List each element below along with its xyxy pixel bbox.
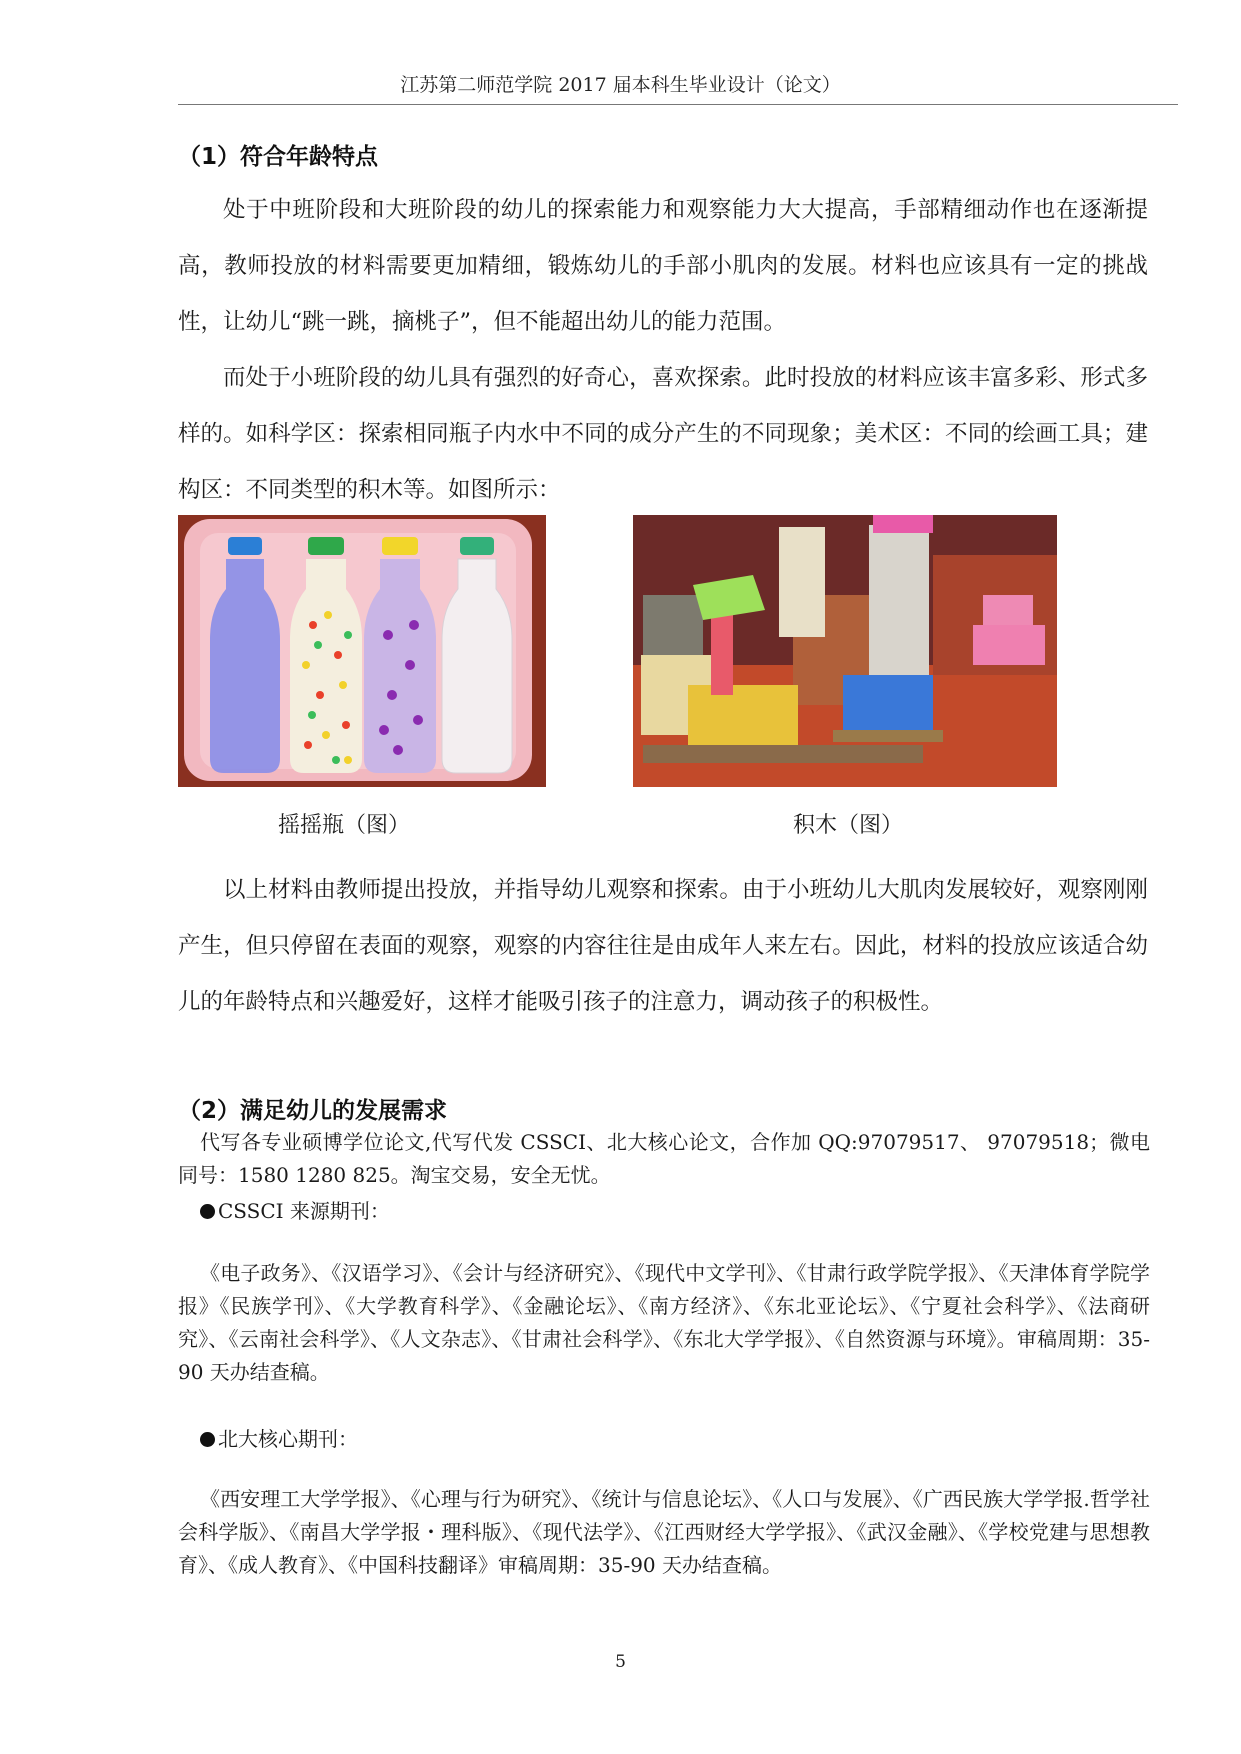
page-number: 5 [615, 1652, 626, 1672]
page-header: 江苏第二师范学院 2017 届本科生毕业设计（论文） [400, 74, 841, 96]
paragraph-3: 以上材料由教师提出投放，并指导幼儿观察和探索。由于小班幼儿大肌肉发展较好，观察刚刚产生，但只停留在表面的观察，观察的内容往往是由成年人来左右。因此，材料的投放应该适合幼儿的年龄特点和兴趣爱好，这样才能吸引孩子的注意力，调动孩子的积极性。 [178, 877, 1148, 1015]
figure-caption-bottles: 摇摇瓶（图） [278, 813, 411, 838]
pku-journal-list: 《西安理工大学学报》、《心理与行为研究》、《统计与信息论坛》、《人口与发展》、《广西民族大学学报.哲学社会科学版》、《南昌大学学报・理科版》、《现代法学》、《江西财经大学学报》、《武汉金融》、《学校党建与思想教育》、《成人教育》、《中国科技翻译》审稿周期：35-90 天办结查稿。 [178, 1487, 1150, 1577]
building-blocks-photo [633, 515, 1057, 787]
cssci-journal-list: 《电子政务》、《汉语学习》、《会计与经济研究》、《现代中文学刊》、《甘肃行政学院学报》、《天津体育学院学报》《民族学刊》、《大学教育科学》、《金融论坛》、《南方经济》、《东北亚论坛》、《宁夏社会科学》、《法商研究》、《云南社会科学》、《人文杂志》、《甘肃社会科学》、《东北大学学报》、《自然资源与环境》。审稿周期：35-90 天办结查稿。 [178, 1261, 1150, 1384]
ad-contact-text: 代写各专业硕博学位论文,代写代发 CSSCI、北大核心论文，合作加 QQ:97079517、 97079518；微电同号：1580 1280 825。淘宝交易，安全无忧。 [178, 1130, 1150, 1187]
section-heading-age: （1）符合年龄特点 [178, 144, 379, 170]
pku-heading: 北大核心期刊： [200, 1423, 358, 1452]
bullet-icon [200, 1204, 215, 1219]
paragraph-2: 而处于小班阶段的幼儿具有强烈的好奇心，喜欢探索。此时投放的材料应该丰富多彩、形式多样的。如科学区：探索相同瓶子内水中不同的成分产生的不同现象；美术区：不同的绘画工具；建构区：不同类型的积木等。如图所示： [178, 365, 1148, 503]
cssci-heading: CSSCI 来源期刊： [200, 1195, 390, 1224]
figure-caption-blocks: 积木（图） [793, 813, 904, 838]
shaking-bottles-photo [178, 515, 546, 787]
bullet-icon [200, 1432, 215, 1447]
section-heading-development: （2）满足幼儿的发展需求 [178, 1098, 448, 1124]
paragraph-1: 处于中班阶段和大班阶段的幼儿的探索能力和观察能力大大提高，手部精细动作也在逐渐提高，教师投放的材料需要更加精细，锻炼幼儿的手部小肌肉的发展。材料也应该具有一定的挑战性，让幼儿“跳一跳，摘桃子”，但不能超出幼儿的能力范围。 [178, 197, 1148, 335]
header-divider [178, 104, 1178, 105]
